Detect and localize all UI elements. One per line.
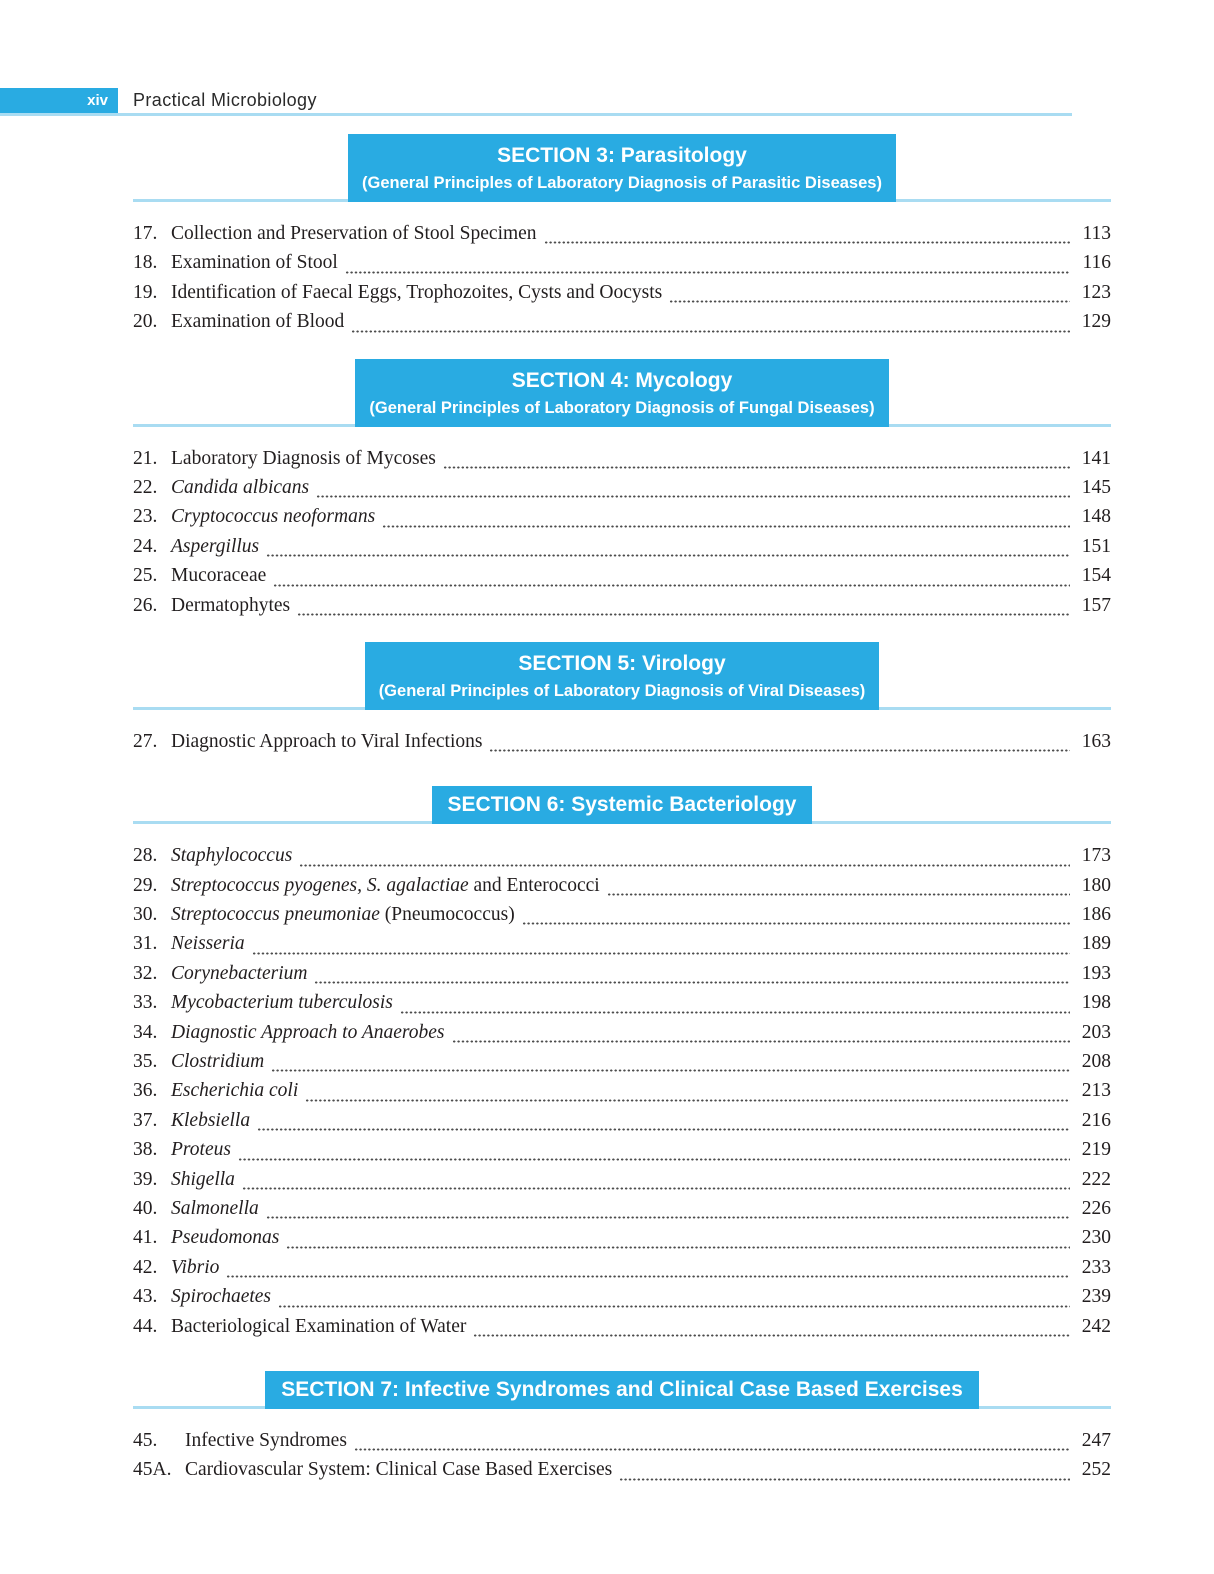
- folio-bar: [0, 88, 118, 113]
- chapter-title-italic-part: Pseudomonas: [171, 1227, 280, 1249]
- chapter-list: [133, 1430, 1111, 1489]
- section-banner: [133, 134, 1111, 202]
- chapter-number: 19.: [133, 281, 158, 303]
- dot-leader: [266, 1216, 1070, 1219]
- chapter-title-italic-part: Cryptococcus neoformans: [171, 506, 376, 528]
- chapter-title-italic-part: Streptococcus pyogenes, S. agalactiae: [171, 874, 469, 896]
- chapter-title: [171, 448, 436, 470]
- running-head-title: Practical Microbiology: [133, 90, 317, 110]
- chapter-title-italic-part: Streptococcus pneumoniae: [171, 904, 380, 926]
- toc-entry: [133, 1022, 1111, 1051]
- page-number: 219: [1081, 1139, 1111, 1161]
- page-number: 242: [1081, 1315, 1111, 1337]
- chapter-title-italic-part: Staphylococcus: [171, 845, 293, 867]
- toc-entry: [133, 1459, 1111, 1488]
- section-subtitle: (General Principles of Laboratory Diagnosis of Fungal Diseases): [369, 398, 875, 417]
- section-banner: [133, 786, 1111, 824]
- chapter-title-part: Diagnostic Approach to Viral Infections: [171, 730, 483, 752]
- chapter-number: 30.: [133, 904, 158, 926]
- chapter-number: 44.: [133, 1315, 158, 1337]
- toc-entry: [133, 1227, 1111, 1256]
- page-number: 189: [1081, 933, 1111, 955]
- dot-leader: [305, 1099, 1070, 1102]
- toc-entry: [133, 1198, 1111, 1227]
- dot-leader: [345, 271, 1070, 274]
- page-number: 157: [1081, 594, 1111, 616]
- chapter-title: [171, 992, 393, 1014]
- page-number: 233: [1081, 1256, 1111, 1278]
- toc-entry: [133, 1139, 1111, 1168]
- folio-page-number: xiv: [87, 92, 108, 109]
- dot-leader: [238, 1158, 1070, 1161]
- chapter-list: [133, 223, 1111, 341]
- dot-leader: [473, 1334, 1070, 1337]
- dot-leader: [278, 1305, 1070, 1308]
- toc-entry: [133, 963, 1111, 992]
- page-number: 198: [1081, 992, 1111, 1014]
- chapter-number: 25.: [133, 565, 158, 587]
- chapter-number: 18.: [133, 252, 158, 274]
- page-number: 151: [1081, 535, 1111, 557]
- toc-entry: [133, 992, 1111, 1021]
- chapter-list: [133, 731, 1111, 760]
- chapter-number: 33.: [133, 992, 158, 1014]
- page-number: 252: [1081, 1459, 1111, 1481]
- toc-entry: [133, 1257, 1111, 1286]
- chapter-title: [171, 282, 662, 304]
- section-banner-box: [365, 642, 880, 710]
- toc-entry: [133, 311, 1111, 340]
- chapter-number: 38.: [133, 1139, 158, 1161]
- toc-entry: [133, 477, 1111, 506]
- toc-entry: [133, 933, 1111, 962]
- chapter-title-part: Examination of Blood: [171, 311, 345, 333]
- page-number: 148: [1081, 506, 1111, 528]
- chapter-title: [171, 565, 266, 587]
- section-banner-box: [265, 1371, 979, 1409]
- chapter-title-part: Collection and Preservation of Stool Specimen: [171, 223, 537, 244]
- chapter-number: 37.: [133, 1109, 158, 1131]
- section-banner: [133, 1371, 1111, 1409]
- dot-leader: [297, 613, 1070, 616]
- toc-entry: [133, 1110, 1111, 1139]
- page-number: 154: [1081, 565, 1111, 587]
- chapter-title-italic-part: Klebsiella: [171, 1109, 251, 1131]
- dot-leader: [286, 1246, 1070, 1249]
- chapter-title: [171, 477, 309, 499]
- toc-entry: [133, 731, 1111, 760]
- chapter-number: 45.: [133, 1429, 158, 1451]
- dot-leader: [242, 1187, 1070, 1190]
- chapter-title-part: Dermatophytes: [171, 594, 291, 616]
- chapter-title: [171, 1080, 298, 1102]
- page-number: 145: [1081, 476, 1111, 498]
- dot-leader: [271, 1069, 1070, 1072]
- chapter-title: [171, 1198, 259, 1220]
- page-number: 213: [1081, 1080, 1111, 1102]
- page-number: 186: [1081, 904, 1111, 926]
- toc-entry: [133, 565, 1111, 594]
- toc-entry: [133, 448, 1111, 477]
- dot-leader: [226, 1275, 1070, 1278]
- chapter-title: [171, 933, 245, 955]
- page-number: 203: [1081, 1021, 1111, 1043]
- page-number: 216: [1081, 1109, 1111, 1131]
- toc-sections: [133, 134, 1111, 1489]
- page-number: 239: [1081, 1286, 1111, 1308]
- chapter-title: [171, 1110, 250, 1132]
- page-number: 113: [1082, 223, 1111, 244]
- chapter-number: 24.: [133, 535, 158, 557]
- chapter-title: [171, 252, 338, 274]
- chapter-title: [171, 1169, 235, 1191]
- chapter-number: 21.: [133, 447, 158, 469]
- chapter-title-italic-part: Proteus: [171, 1139, 231, 1161]
- chapter-title-part: Identification of Faecal Eggs, Trophozoites, Cysts and Oocysts: [171, 281, 663, 303]
- chapter-title-italic-part: Neisseria: [171, 933, 245, 955]
- page-number: 123: [1081, 281, 1111, 303]
- chapter-number: 31.: [133, 933, 158, 955]
- chapter-number: 45A.: [133, 1459, 172, 1481]
- page-number: 226: [1081, 1197, 1111, 1219]
- chapter-number: 32.: [133, 962, 158, 984]
- dot-leader: [351, 330, 1070, 333]
- section-banner: [133, 359, 1111, 427]
- toc-entry: [133, 536, 1111, 565]
- chapter-title-part: Bacteriological Examination of Water: [171, 1315, 467, 1337]
- chapter-title-part: Mucoraceae: [171, 565, 267, 587]
- chapter-title-italic-part: Mycobacterium tuberculosis: [171, 992, 393, 1014]
- header-rule: [0, 113, 1072, 116]
- page-number: 230: [1081, 1227, 1111, 1249]
- chapter-title-part: (Pneumococcus): [379, 904, 515, 926]
- chapter-title-part: and Enterococci: [468, 874, 600, 896]
- page-number: 163: [1081, 730, 1111, 752]
- chapter-title: [171, 1316, 466, 1338]
- section-banner-box: [348, 134, 896, 202]
- section-title: SECTION 5: Virology: [518, 651, 726, 675]
- chapter-number: 36.: [133, 1080, 158, 1102]
- section-title: SECTION 3: Parasitology: [497, 144, 747, 167]
- dot-leader: [544, 241, 1070, 244]
- page-header: [0, 88, 1214, 113]
- chapter-title-italic-part: Salmonella: [171, 1197, 259, 1219]
- page-number: 193: [1081, 962, 1111, 984]
- dot-leader: [443, 466, 1070, 469]
- dot-leader: [252, 952, 1070, 955]
- chapter-title: [171, 1022, 445, 1044]
- chapter-title: [171, 536, 259, 558]
- chapter-title: [171, 963, 307, 985]
- dot-leader: [354, 1448, 1070, 1451]
- toc-entry: [133, 1286, 1111, 1315]
- chapter-title: [171, 875, 600, 897]
- chapter-title: [171, 1286, 271, 1308]
- chapter-number: 22.: [133, 476, 158, 498]
- chapter-title-italic-part: Escherichia coli: [171, 1080, 299, 1102]
- section-title: SECTION 4: Mycology: [511, 368, 733, 392]
- dot-leader: [619, 1478, 1070, 1481]
- page-number: 116: [1082, 252, 1111, 274]
- chapter-number: 23.: [133, 506, 158, 528]
- chapter-title: [171, 904, 515, 926]
- dot-leader: [400, 1011, 1070, 1014]
- section-subtitle: (General Principles of Laboratory Diagnosis of Viral Diseases): [378, 681, 866, 700]
- dot-leader: [452, 1040, 1070, 1043]
- chapter-title: [171, 1051, 264, 1073]
- page-number: 180: [1081, 874, 1111, 896]
- toc-entry: [133, 1169, 1111, 1198]
- section-banner: [133, 642, 1111, 710]
- page-number: 222: [1081, 1168, 1111, 1190]
- chapter-number: 29.: [133, 874, 158, 896]
- chapter-number: 20.: [133, 311, 158, 333]
- chapter-title: [171, 845, 292, 867]
- page-number: 247: [1081, 1429, 1111, 1451]
- toc-entry: [133, 252, 1111, 281]
- toc-entry: [133, 506, 1111, 535]
- chapter-number: 42.: [133, 1256, 158, 1278]
- toc-entry: [133, 282, 1111, 311]
- chapter-number: 41.: [133, 1227, 158, 1249]
- chapter-title-italic-part: Vibrio: [171, 1256, 220, 1278]
- chapter-title: [185, 1459, 612, 1481]
- page-number: 129: [1081, 311, 1111, 333]
- chapter-number: 43.: [133, 1286, 158, 1308]
- toc-entry: [133, 1080, 1111, 1109]
- chapter-title: [171, 1139, 231, 1161]
- dot-leader: [314, 981, 1070, 984]
- dot-leader: [266, 554, 1070, 557]
- dot-leader: [522, 922, 1070, 925]
- chapter-number: 17.: [133, 223, 158, 244]
- toc-entry: [133, 223, 1111, 252]
- section-banner-box: [432, 786, 813, 824]
- dot-leader: [316, 495, 1070, 498]
- toc-entry: [133, 875, 1111, 904]
- chapter-number: 28.: [133, 845, 158, 867]
- chapter-list: [133, 448, 1111, 624]
- chapter-list: [133, 845, 1111, 1345]
- page-number: 141: [1081, 447, 1111, 469]
- chapter-title-part: Examination of Stool: [171, 252, 338, 274]
- chapter-number: 34.: [133, 1021, 158, 1043]
- chapter-number: 26.: [133, 594, 158, 616]
- toc-entry: [133, 1430, 1111, 1459]
- chapter-title-italic-part: Aspergillus: [171, 535, 260, 557]
- toc-entry: [133, 845, 1111, 874]
- toc-entry: [133, 1051, 1111, 1080]
- chapter-title: [171, 1227, 279, 1249]
- dot-leader: [382, 525, 1070, 528]
- dot-leader: [489, 749, 1070, 752]
- chapter-title: [171, 731, 482, 753]
- chapter-title: [171, 223, 537, 245]
- chapter-title-italic-part: Clostridium: [171, 1051, 265, 1073]
- dot-leader: [273, 584, 1070, 587]
- section-subtitle: (General Principles of Laboratory Diagnosis of Parasitic Diseases): [362, 174, 882, 192]
- chapter-title: [171, 311, 344, 333]
- page-number: 208: [1081, 1051, 1111, 1073]
- toc-entry: [133, 1316, 1111, 1345]
- section-title: SECTION 7: Infective Syndromes and Clinical Case Based Exercises: [281, 1377, 963, 1401]
- page-number: 173: [1081, 845, 1111, 867]
- chapter-number: 35.: [133, 1051, 158, 1073]
- chapter-title-italic-part: Corynebacterium: [171, 962, 308, 984]
- dot-leader: [257, 1128, 1070, 1131]
- chapter-title-part: Infective Syndromes: [185, 1429, 347, 1451]
- chapter-title: [171, 595, 290, 617]
- dot-leader: [669, 300, 1070, 303]
- section-banner-box: [355, 359, 888, 427]
- dot-leader: [607, 893, 1070, 896]
- chapter-title-part: Cardiovascular System: Clinical Case Based Exercises: [185, 1459, 613, 1481]
- chapter-title-italic-part: Candida albicans: [171, 476, 310, 498]
- toc-entry: [133, 595, 1111, 624]
- chapter-number: 39.: [133, 1168, 158, 1190]
- chapter-title-italic-part: Spirochaetes: [171, 1286, 272, 1308]
- chapter-number: 40.: [133, 1197, 158, 1219]
- toc-entry: [133, 904, 1111, 933]
- chapter-title-italic-part: Diagnostic Approach to Anaerobes: [171, 1021, 445, 1043]
- chapter-title: [185, 1430, 347, 1452]
- chapter-title-part: Laboratory Diagnosis of Mycoses: [171, 447, 436, 469]
- section-title: SECTION 6: Systemic Bacteriology: [447, 793, 797, 817]
- chapter-title: [171, 506, 375, 528]
- chapter-title-italic-part: Shigella: [171, 1168, 235, 1190]
- chapter-title: [171, 1257, 219, 1279]
- dot-leader: [299, 864, 1070, 867]
- chapter-number: 27.: [133, 730, 158, 752]
